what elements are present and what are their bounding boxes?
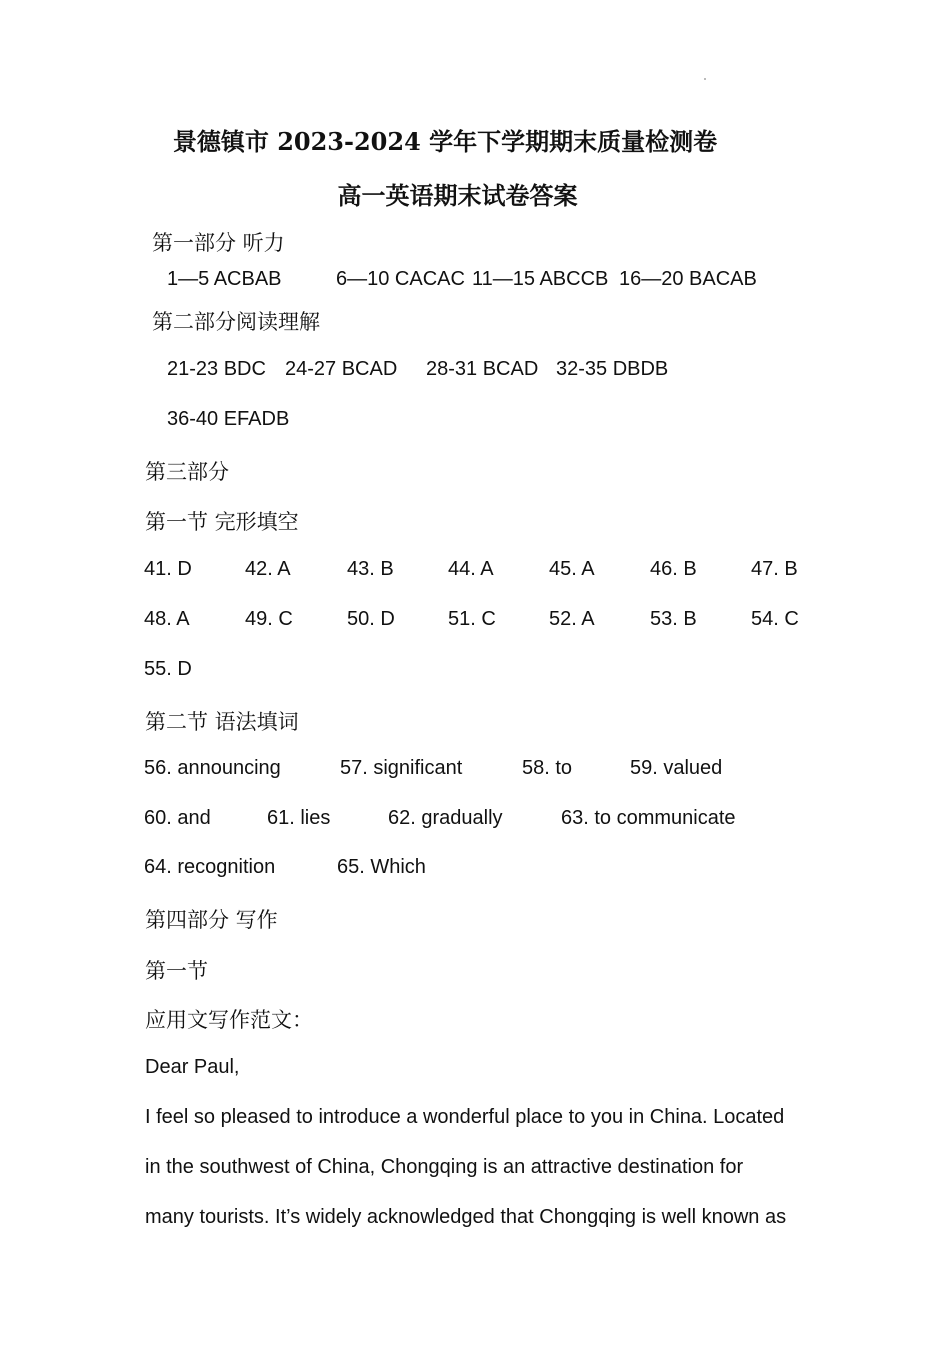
part3-section1-heading: 第一节 完形填空 xyxy=(145,510,299,534)
scan-speck xyxy=(704,78,706,80)
grammar-answer: 57. significant xyxy=(340,757,463,779)
document-subtitle: 高一英语期末试卷答案 xyxy=(337,181,578,210)
grammar-answer: 61. lies xyxy=(267,807,331,829)
cloze-answer: 52. A xyxy=(549,608,595,630)
cloze-answer: 45. A xyxy=(549,558,595,580)
part2-answer-1: 21-23 BDC xyxy=(167,358,266,380)
cloze-answer: 41. D xyxy=(144,558,192,580)
cloze-answer: 55. D xyxy=(144,658,192,680)
part3-section2-heading: 第二节 语法填词 xyxy=(145,710,299,734)
letter-salutation: Dear Paul, xyxy=(145,1056,240,1078)
part2-answer-3: 28-31 BCAD xyxy=(426,358,539,380)
part4-heading: 第四部分 写作 xyxy=(145,908,278,932)
part2-answer-5: 36-40 EFADB xyxy=(167,408,290,430)
letter-line: many tourists. It’s widely acknowledged that Chongqing is well known as xyxy=(145,1206,787,1228)
grammar-answer: 56. announcing xyxy=(144,757,281,779)
part1-answer-1: 1—5 ACBAB xyxy=(167,268,282,290)
cloze-answer: 51. C xyxy=(448,608,496,630)
cloze-answer: 54. C xyxy=(751,608,799,630)
grammar-answer: 63. to communicate xyxy=(561,807,736,829)
part3-heading: 第三部分 xyxy=(145,460,229,484)
part1-answer-2: 6—10 CACAC xyxy=(336,268,465,290)
part4-section1-heading: 第一节 xyxy=(145,959,208,983)
part1-heading: 第一部分 听力 xyxy=(152,231,285,255)
grammar-answer: 62. gradually xyxy=(388,807,503,829)
letter-line: in the southwest of China, Chongqing is an attractive destination for xyxy=(145,1156,744,1178)
cloze-answer: 50. D xyxy=(347,608,395,630)
cloze-answer: 49. C xyxy=(245,608,293,630)
grammar-answer: 59. valued xyxy=(630,757,723,779)
part2-answer-2: 24-27 BCAD xyxy=(285,358,398,380)
sample-essay-heading: 应用文写作范文： xyxy=(145,1008,313,1032)
cloze-answer: 53. B xyxy=(650,608,697,630)
cloze-answer: 42. A xyxy=(245,558,291,580)
grammar-answer: 64. recognition xyxy=(144,856,276,878)
cloze-answer: 44. A xyxy=(448,558,494,580)
grammar-answer: 58. to xyxy=(522,757,573,779)
part1-answer-3: 11—15 ABCCB xyxy=(472,268,609,290)
document-title: 景德镇市 2023-2024 学年下学期期末质量检测卷 xyxy=(172,127,718,156)
cloze-answer: 48. A xyxy=(144,608,190,630)
grammar-answer: 65. Which xyxy=(337,856,426,878)
cloze-answer: 47. B xyxy=(751,558,798,580)
cloze-answer: 46. B xyxy=(650,558,697,580)
part2-heading: 第二部分阅读理解 xyxy=(152,310,320,334)
letter-line: I feel so pleased to introduce a wonderful place to you in China. Located xyxy=(145,1106,785,1128)
part1-answer-4: 16—20 BACAB xyxy=(619,268,757,290)
cloze-answer: 43. B xyxy=(347,558,394,580)
part2-answer-4: 32-35 DBDB xyxy=(556,358,669,380)
grammar-answer: 60. and xyxy=(144,807,211,829)
